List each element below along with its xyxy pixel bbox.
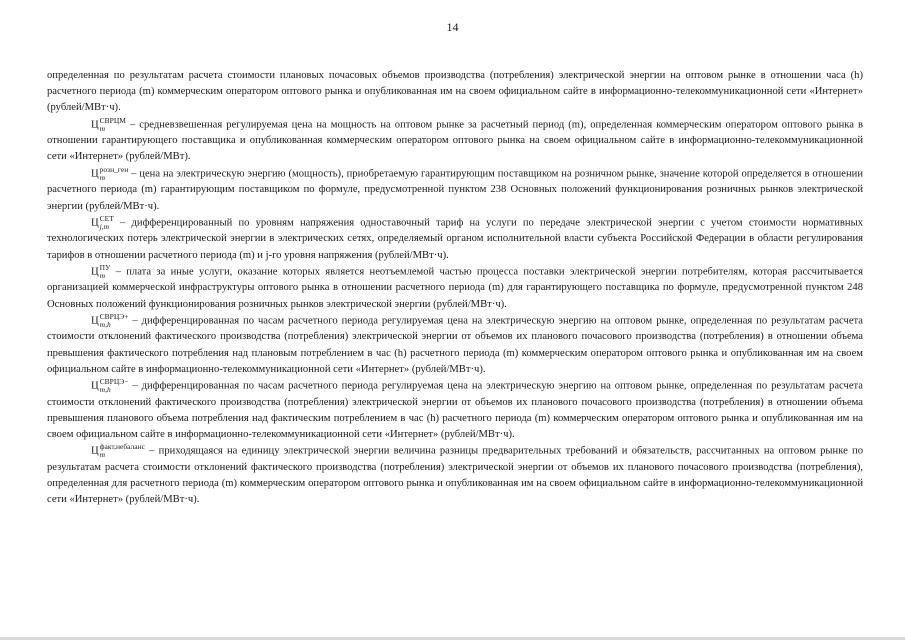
- paragraph-continuation: [47, 68, 863, 117]
- paragraph-text: – плата за иные услуги, оказание которых является неотъемлемой частью процесса поставки электрической энергии потребителям, которая рассчитывается организацией коммерческой инфраструктуры оптового рынка в отношении расчетного периода (m) для гарантирующего поставщика по формуле, предусмотренной пунктом 248 Основных положений функционирования розничных рынков электрической энергии (рублей/МВт·ч).: [47, 266, 863, 310]
- paragraph-text: – дифференцированная по часам расчетного периода регулируемая цена на электрическую энергию на оптовом рынке, определенная по результатам расчета стоимости отклонений фактического производства (потребления) электрической энергии от объемов их планового почасового производства (потребления) в отношении объема превышения планового объема потребления над фактическим потреблением в час (h) расчетного периода (m) коммерческим оператором оптового рынка и опубликованная им на своем официальном сайте в информационно-телекоммуникационной сети «Интернет» (рублей/МВт·ч).: [47, 380, 863, 441]
- paragraph-svrce-minus: [47, 378, 863, 443]
- formula-symbol: Ц СВРЦМ m: [91, 115, 126, 133]
- page-number: 14: [446, 20, 459, 34]
- paragraph-text: – приходящаяся на единицу электрической энергии величина разницы предварительных требований и обязательств, рассчитанных на оптовом рынке по результатам расчета стоимости отклонений фактического производства (потребления) электрической энергии от объемов их планового почасового производства (потребления), определенная для расчетного периода (m) коммерческим оператором оптового рынка и опубликованная им на своем официальном сайте в информационно-телекоммуникационной сети «Интернет» (рублей/МВт·ч).: [47, 445, 863, 506]
- formula-symbol: Ц розн_ген m: [91, 164, 129, 182]
- formula-symbol: Ц ПУ m: [91, 262, 111, 280]
- formula-symbol: Ц СВРЦЭ− m,h: [91, 377, 129, 395]
- paragraph-text: – цена на электрическую энергию (мощность), приобретаемую гарантирующим поставщиком на розничном рынке, значение которой определяется в отношении расчетного периода (m) гарантирующим поставщиком по формуле, предусмотренной пунктом 238 Основных положений функционирования розничных рынков электрической энергии (рублей/МВт·ч).: [47, 168, 863, 212]
- paragraph-text: – дифференцированная по часам расчетного периода регулируемая цена на электрическую энергию на оптовом рынке, определенная по результатам расчета стоимости отклонений фактического производства (потребления) электрической энергии от объемов их планового почасового производства (потребления) в отношении объема превышения фактического потребления над плановым потреблением в час (h) расчетного периода (m) коммерческим оператором оптового рынка и опубликованная им на своем официальном сайте в информационно-телекоммуникационной сети «Интернет» (рублей/МВт·ч).: [47, 315, 863, 375]
- paragraph-svrcm: [47, 117, 863, 166]
- formula-symbol: Ц СВРЦЭ+ m,h: [91, 311, 129, 329]
- formula-symbol: Ц факт,небаланс m: [91, 442, 145, 460]
- paragraph-text: определенная по результатам расчета стоимости плановых почасовых объемов производства (потребления) электрической энергии на оптовом рынке в отношении часа (h) расчетного периода (m) коммерческим оператором оптового рынка и опубликованная им на своем официальном сайте в информационно-телекоммуникационной сети «Интернет» (рублей/МВт·ч).: [47, 70, 863, 114]
- paragraph-pu: [47, 264, 863, 313]
- paragraph-fakt-nebalans: [47, 443, 863, 508]
- paragraph-text: – дифференцированный по уровням напряжения одноставочный тариф на услуги по передаче электрической энергии с учетом стоимости нормативных технологических потерь электрической энергии в электрических сетях, определяемый органом исполнительной власти субъекта Российской Федерации в области регулирования тарифов в отношении расчетного периода (m) и j-го уровня напряжения (рублей/МВт·ч).: [47, 217, 863, 261]
- paragraph-svrce-plus: [47, 313, 863, 378]
- paragraph-rozn-gen: [47, 166, 863, 215]
- document-body: [47, 68, 863, 509]
- paragraph-set: [47, 215, 863, 264]
- formula-symbol: Ц СЕТ j,m: [91, 213, 114, 231]
- paragraph-text: – средневзвешенная регулируемая цена на мощность на оптовом рынке за расчетный период (m), определенная коммерческим оператором оптового рынка в отношении гарантирующего поставщика и опубликованная коммерческим оператором оптового рынка на своем официальном сайте в информационно-телекоммуникационной сети «Интернет» (рублей/МВт).: [47, 119, 863, 163]
